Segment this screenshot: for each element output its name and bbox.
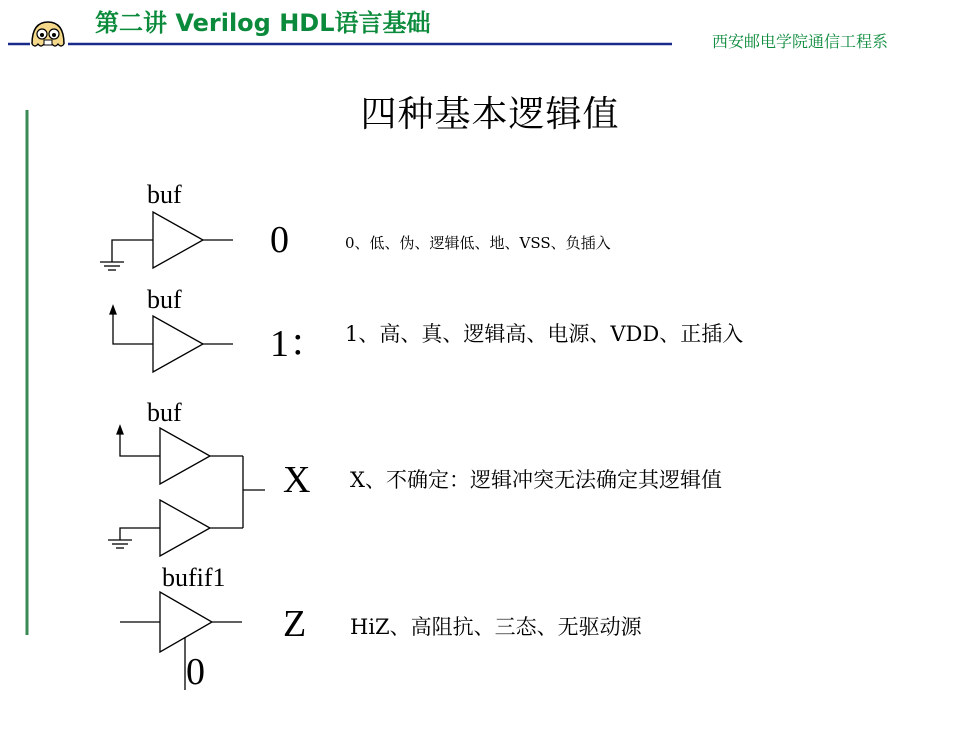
buf-gate-0: [100, 212, 233, 270]
cartoon-face-logo-icon: [32, 22, 64, 46]
buf-gate-x: [108, 426, 265, 556]
logic-value-z: Z: [283, 603, 307, 645]
description-x: X、不确定：逻辑冲突无法确定其逻辑值: [350, 468, 722, 492]
buf-gate-1: [110, 306, 233, 372]
logic-value-1: 1：: [270, 323, 328, 365]
logic-value-x: X: [283, 459, 311, 501]
bufif1-gate-z: [120, 592, 242, 690]
description-1: 1、高、真、逻辑高、电源、VDD、正插入: [345, 322, 744, 346]
gate-label: buf: [147, 398, 182, 427]
description-z: HiZ、高阻抗、三态、无驱动源: [350, 615, 642, 639]
header-department: 西安邮电学院通信工程系: [712, 32, 889, 51]
gate-label: buf: [147, 180, 182, 209]
description-0: 0、低、伪、逻辑低、地、VSS、负插入: [345, 234, 611, 252]
slide-title: 四种基本逻辑值: [360, 94, 620, 135]
gate-label: buf: [147, 285, 182, 314]
gate-label: bufif1: [162, 563, 226, 592]
logic-value-0: 0: [270, 219, 289, 261]
header-title: 第二讲 Verilog HDL语言基础: [95, 9, 431, 37]
control-value: 0: [186, 651, 205, 693]
